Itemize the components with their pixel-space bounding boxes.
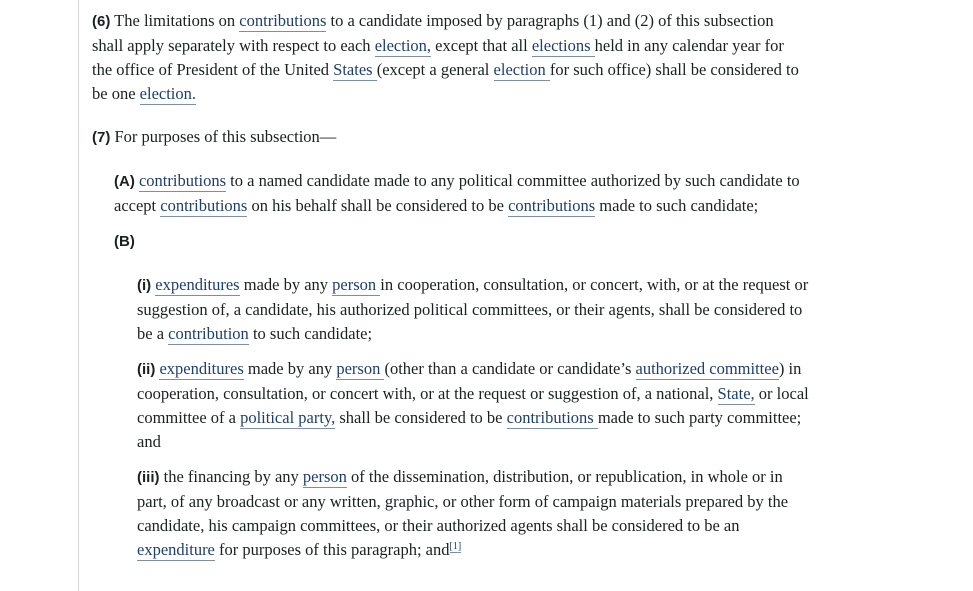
text-run: for such office) shall be considered to be one — [92, 60, 799, 103]
defined-term-link[interactable]: contributions — [508, 196, 596, 215]
defined-term-link[interactable]: contribution — [168, 324, 249, 343]
defined-term-link[interactable]: States — [333, 60, 377, 79]
text-run: or local committee of a — [137, 384, 809, 427]
paragraph-pB — [114, 229, 814, 254]
footnote-marker[interactable] — [450, 541, 462, 553]
defined-term-link[interactable]: person — [332, 275, 381, 294]
text-run: shall be considered to be — [335, 408, 507, 427]
defined-term-link[interactable]: person — [336, 359, 385, 378]
defined-term-link[interactable]: State, — [717, 384, 755, 403]
defined-term-link[interactable]: election — [493, 60, 550, 79]
paragraph-p6 — [92, 9, 806, 106]
text-run: in cooperation, consultation, or concert, with, or at the request or suggestion of, a candidate, his authorized political committees, or their agents, shall be considered to be a — [137, 275, 809, 343]
text-run: held in any calendar year for the office of President of the United — [92, 36, 784, 79]
text-run: except that all — [431, 36, 532, 55]
statute-text-body — [92, 9, 822, 573]
text-run: made by any — [243, 359, 337, 378]
paragraph-pBii — [137, 357, 815, 454]
text-run: to a candidate imposed by paragraphs (1) and (2) of this subsection shall apply separately with respect to each — [92, 11, 774, 55]
text-run: ) in cooperation, consultation, or concert with, or at the request or suggestion of, a national, — [137, 359, 802, 403]
text-run: (except a general — [376, 60, 494, 79]
defined-term-link[interactable]: election, — [374, 36, 432, 55]
paragraph-pBi — [137, 273, 815, 346]
paragraph-enumerator: (A) — [114, 173, 135, 190]
defined-term-link[interactable]: contributions — [239, 11, 327, 30]
text-run: to a named candidate made to any political committee authorized by such candidate to accept — [114, 171, 800, 215]
text-run: for purposes of this paragraph; and — [214, 540, 450, 559]
paragraph-enumerator: (7) — [92, 129, 111, 146]
paragraph-enumerator: (B) — [114, 233, 135, 250]
defined-term-link[interactable]: contributions — [138, 171, 227, 190]
footnote-ref-link[interactable]: [1] — [449, 540, 462, 552]
text-run: of the dissemination, distribution, or republication, in whole or in part, of any broadcast or any written, graphic, or other form of campaign materials prepared by the candidate, his campaign committees, or their authorized agents shall be considered to be an — [137, 467, 789, 535]
defined-term-link[interactable]: person — [302, 467, 347, 486]
defined-term-link[interactable]: elections — [531, 36, 595, 55]
defined-term-link[interactable]: election. — [139, 84, 197, 103]
defined-term-link[interactable]: expenditures — [155, 275, 240, 294]
defined-term-link[interactable]: contributions — [160, 196, 248, 215]
left-margin-rule — [78, 0, 79, 591]
text-run: The limitations on — [110, 11, 240, 30]
text-run: made by any — [239, 275, 333, 294]
defined-term-link[interactable]: political party, — [240, 408, 336, 427]
text-run: (other than a candidate or candidate’s — [384, 359, 636, 378]
text-run: For purposes of this subsection— — [110, 127, 337, 146]
text-run: on his behalf shall be considered to be — [247, 196, 509, 215]
paragraph-enumerator: (6) — [92, 13, 111, 30]
paragraph-enumerator: (ii) — [137, 361, 156, 378]
defined-term-link[interactable]: expenditure — [137, 540, 215, 559]
text-run: the financing by any — [159, 467, 303, 486]
text-run: made to such party committee; and — [137, 408, 802, 451]
defined-term-link[interactable]: expenditures — [159, 359, 244, 378]
text-run: made to such candidate; — [595, 196, 759, 215]
paragraph-enumerator: (iii) — [137, 469, 160, 486]
paragraph-enumerator: (i) — [137, 277, 152, 294]
paragraph-pA — [114, 169, 814, 218]
paragraph-p7 — [92, 125, 806, 150]
defined-term-link[interactable]: contributions — [506, 408, 598, 427]
paragraph-pBiii — [137, 465, 815, 562]
defined-term-link[interactable]: authorized committee — [635, 359, 779, 378]
text-run: to such candidate; — [248, 324, 373, 343]
